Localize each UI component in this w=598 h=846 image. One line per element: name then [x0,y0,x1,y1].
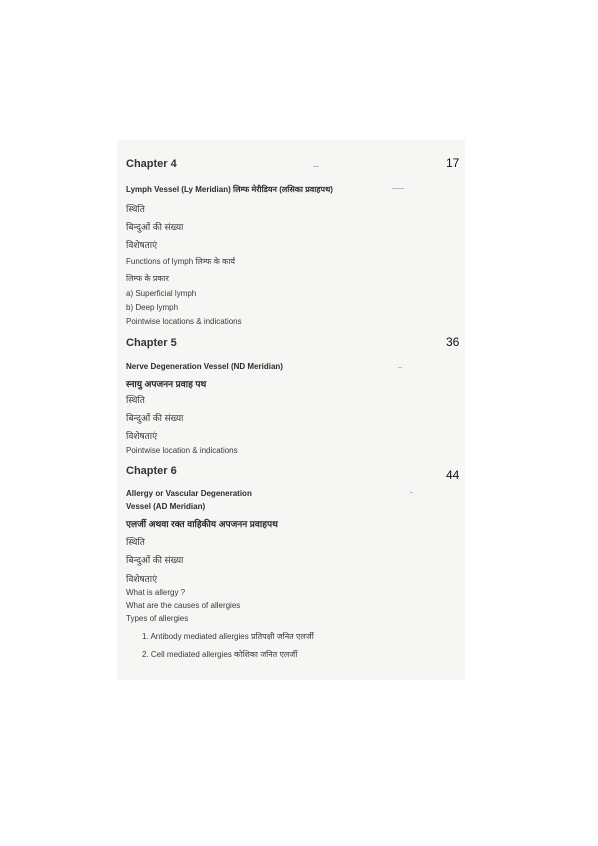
chapter-4-title: Chapter 4 [126,158,177,170]
chapter-6-subitem: 2. Cell mediated allergies कोशिका जनित एलर्जी [142,650,298,659]
chapter-6-item: स्थिति [126,537,145,547]
chapter-4-item: b) Deep lymph [126,303,179,312]
scan-speck [392,188,404,189]
chapter-6-item: What are the causes of allergies [126,601,241,610]
chapter-5-heading: Nerve Degeneration Vessel (ND Meridian) [126,362,283,371]
chapter-6-item: What is allergy ? [126,588,186,597]
chapter-4-item: लिम्फ के प्रकार [126,274,169,283]
chapter-5-title: Chapter 5 [126,337,177,349]
chapter-5-subheading: स्नायु अपजनन प्रवाह पथ [126,379,207,389]
chapter-4-heading: Lymph Vessel (Ly Meridian) लिम्फ मेरीडियन (लसिका प्रवाहपथ) [126,185,333,194]
chapter-5-item: स्थिति [126,395,145,405]
scan-speck [313,166,319,167]
scan-speck [398,367,402,368]
chapter-5-item: विशेषताएं [126,431,158,441]
chapter-6-subheading: एलर्जी अथवा रक्त वाहिकीय अपजनन प्रवाहपथ [126,519,278,529]
chapter-6-heading-line1: Allergy or Vascular Degeneration [126,489,252,498]
chapter-6-page-number: 44 [446,468,460,482]
chapter-6-item: बिन्दुओं की संख्या [126,555,184,565]
chapter-4-page-number: 17 [446,156,460,170]
chapter-6-title: Chapter 6 [126,465,177,477]
chapter-4-item: Pointwise locations & indications [126,317,242,326]
chapter-5-item: Pointwise location & indications [126,446,238,455]
chapter-6-subitem: 1. Antibody mediated allergies प्रतिपक्षी जनित एलर्जी [142,632,314,641]
chapter-4-item: Functions of lymph लिम्फ के कार्य [126,257,236,266]
scan-speck [410,492,413,493]
chapter-6-item: Types of allergies [126,614,189,623]
chapter-4-item: विशेषताएं [126,240,158,250]
chapter-6-heading-line2: Vessel (AD Meridian) [126,502,206,511]
chapter-5-page-number: 36 [446,335,460,349]
chapter-6-item: विशेषताएं [126,574,158,584]
chapter-4-item: बिन्दुओं की संख्या [126,222,184,232]
chapter-4-item: a) Superficial lymph [126,289,197,298]
chapter-5-item: बिन्दुओं की संख्या [126,413,184,423]
chapter-4-item: स्थिति [126,204,145,214]
